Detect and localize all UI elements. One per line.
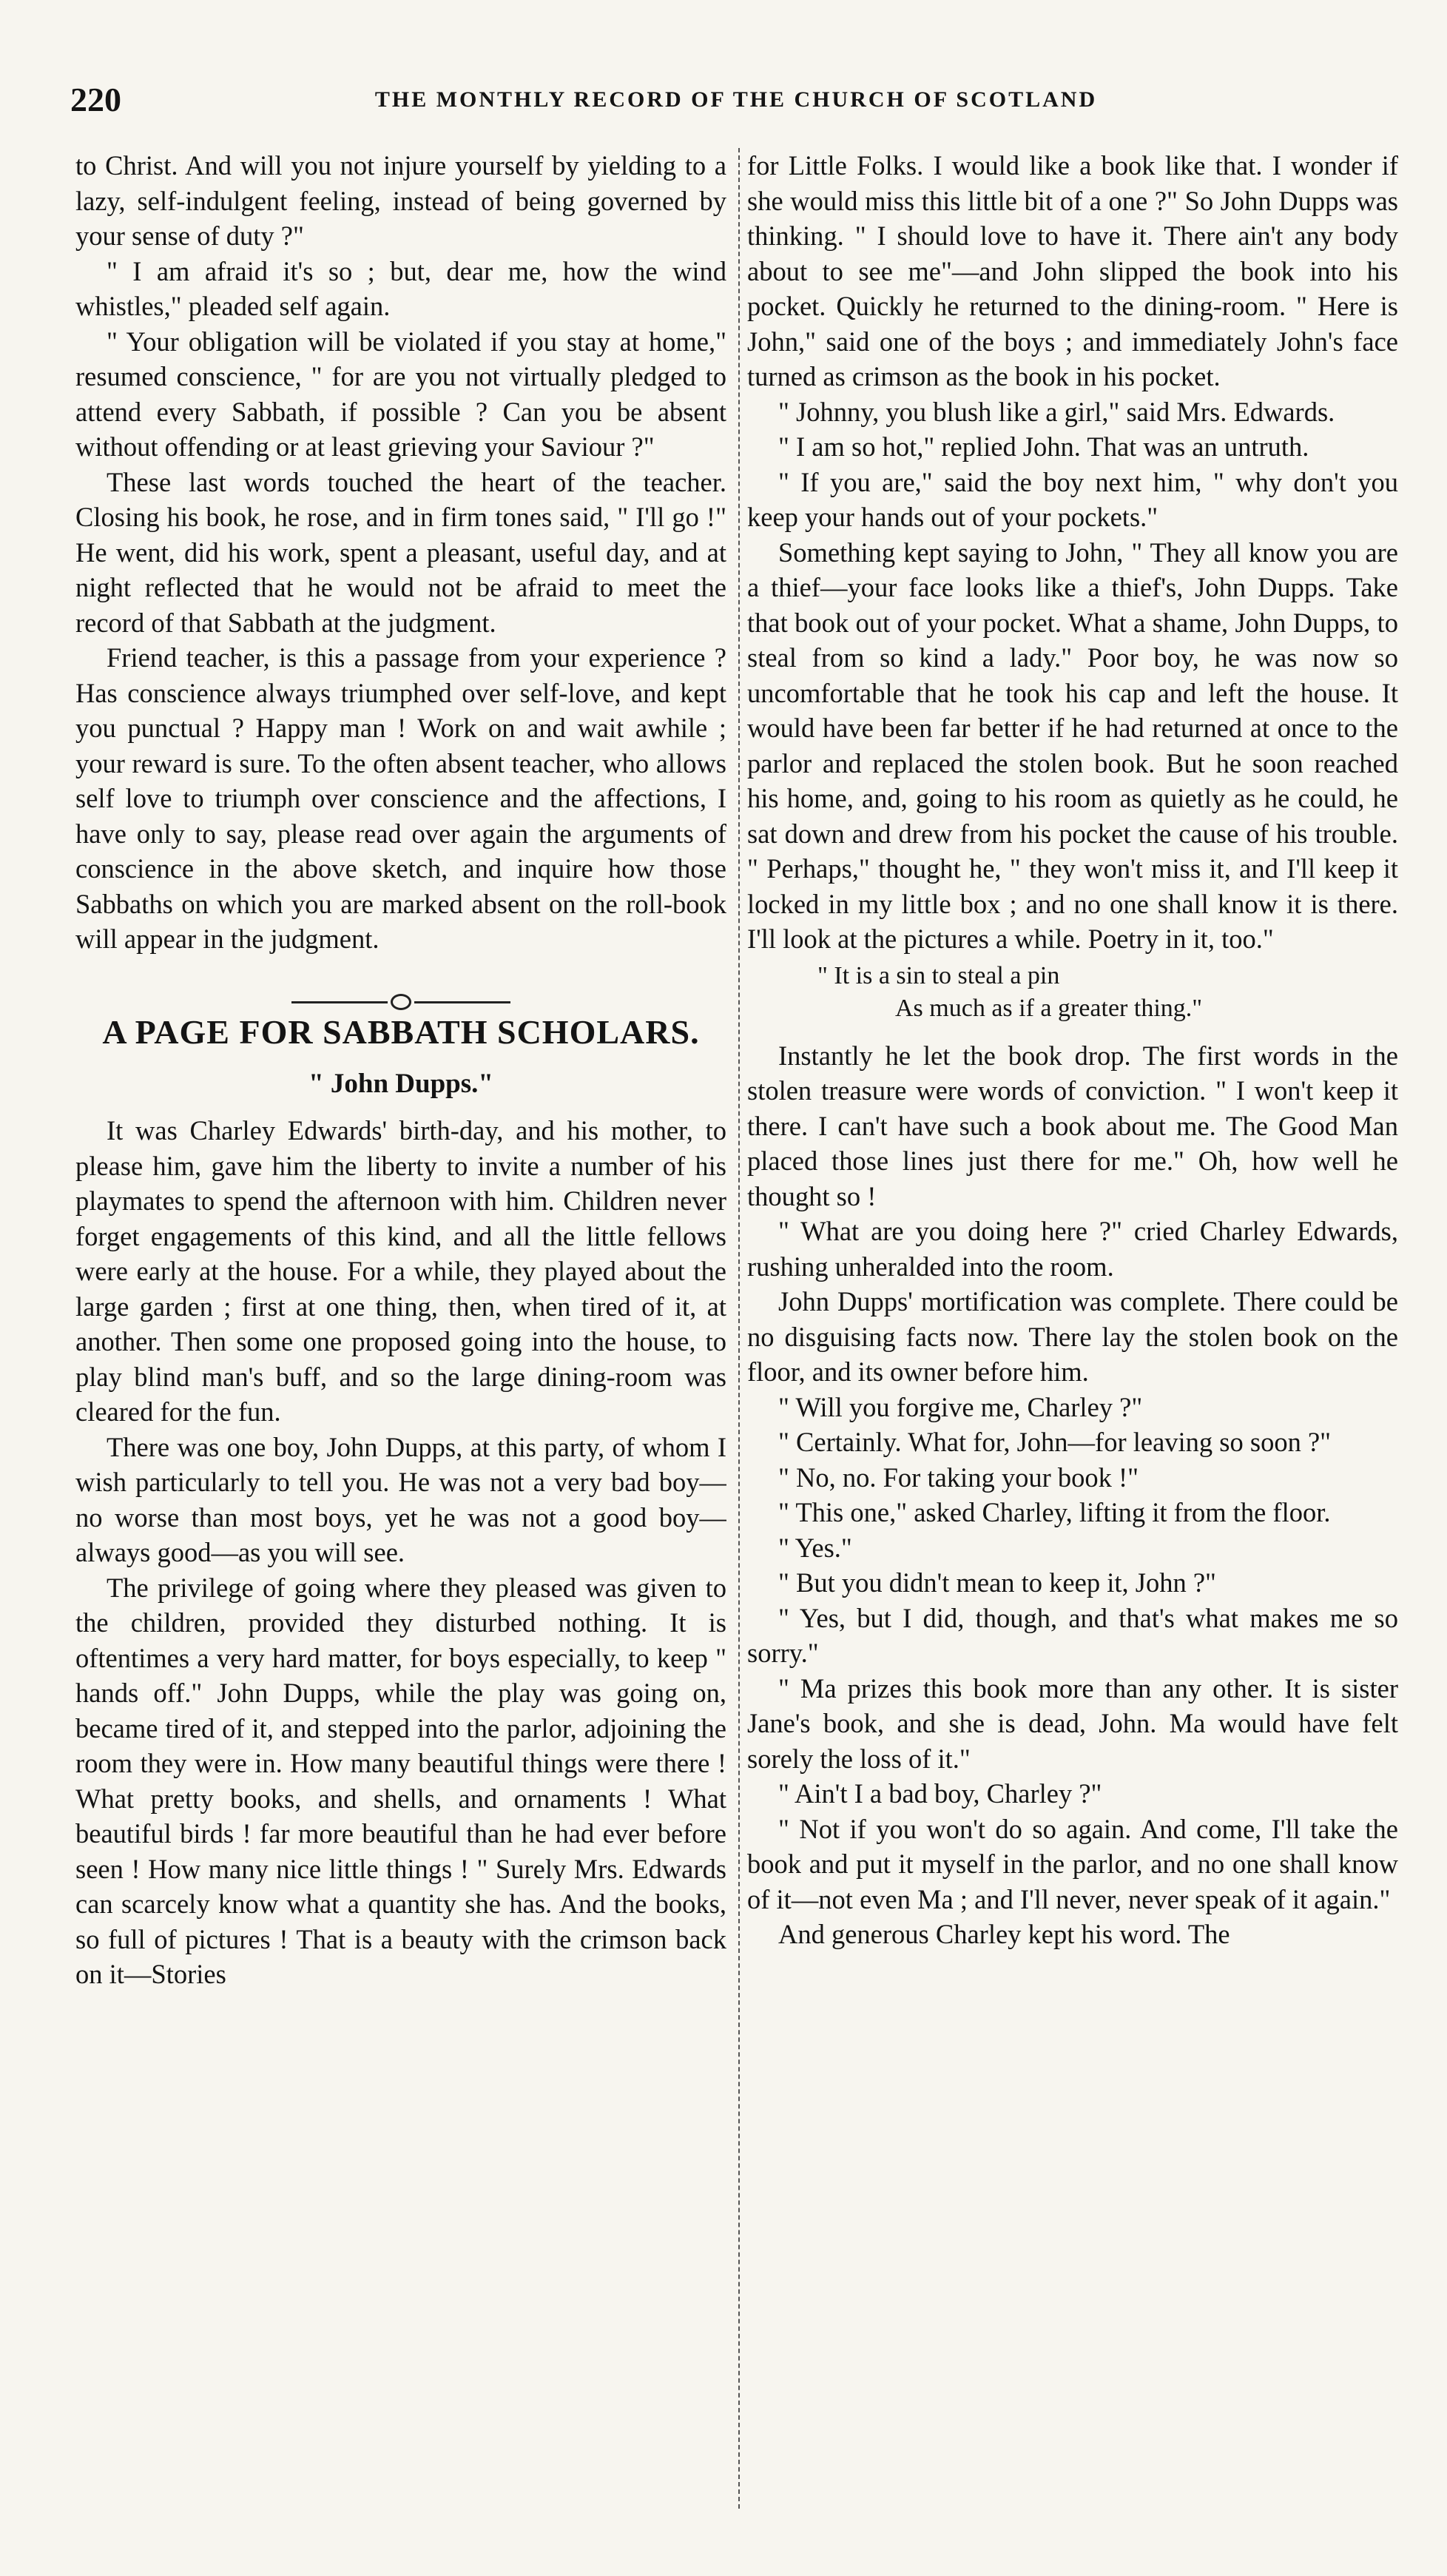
page-number: 220 <box>70 81 121 118</box>
poem-line: As much as if a greater thing." <box>895 994 1203 1022</box>
section-divider <box>75 982 726 997</box>
paragraph: It was Charley Edwards' birth-day, and his mother, to please him, gave him the liberty to invite a number of his playmates to spend the afternoon with him. Children never forget engagements of this kind, and all the little fellows were early at the house. For a while, they played about the large garden ; first at one thing, then, when tired of it, at another. Then some one proposed going into the house, to play blind man's buff, and so the large dining-room was cleared for the fun. <box>75 1115 726 1427</box>
paragraph: " Yes." <box>778 1532 852 1563</box>
poem-quote <box>747 960 1398 1025</box>
page-header <box>70 80 1402 124</box>
paragraph: for Little Folks. I would like a book like that. I wonder if she would miss this little bit of a one ?" So John Dupps was thinking. " I should love to have it. There ain't any body about to see me"—and John slipped the book into his pocket. Quickly he returned to the dining-room. " Here is John," said one of the boys ; and immediately John's face turned as crimson as the book in his pocket. <box>747 150 1398 391</box>
paragraph: " Yes, but I did, though, and that's what makes me so sorry." <box>747 1602 1398 1668</box>
paragraph: " But you didn't mean to keep it, John ?" <box>778 1567 1216 1598</box>
paragraph: Friend teacher, is this a passage from your experience ? Has conscience always triumphed over self-love, and kept you punctual ? Happy man ! Work on and wait awhile ; your reward is sure. To the often absent teacher, who allows self love to triumph over conscience and the affections, I have only to say, please read over again the arguments of conscience in the above sketch, and inquire how those Sabbaths on which you are marked absent on the roll-book will appear in the judgment. <box>75 642 726 954</box>
paragraph: " Ain't I a bad boy, Charley ?" <box>778 1778 1102 1809</box>
paragraph: " Johnny, you blush like a girl," said Mrs. Edwards. <box>778 396 1335 427</box>
paragraph: " I am afraid it's so ; but, dear me, how the wind whistles," pleaded self again. <box>75 255 726 321</box>
paragraph: These last words touched the heart of the teacher. Closing his book, he rose, and in firm tones said, " I'll go !" He went, did his work, spent a pleasant, useful day, and at night reflected that he would not be afraid to meet the record of that Sabbath at the judgment. <box>75 466 726 638</box>
paragraph: " No, no. For taking your book !" <box>778 1462 1139 1493</box>
left-column <box>75 148 726 2516</box>
paragraph: " This one," asked Charley, lifting it from the floor. <box>778 1497 1331 1527</box>
paragraph: " Not if you won't do so again. And come, I'll take the book and put it myself in the parlor, and no one shall know of it—not even Ma ; and I'll never, never speak of it again." <box>747 1813 1398 1914</box>
paragraph: " Your obligation will be violated if you stay at home," resumed conscience, " for are you not virtually pledged to attend every Sabbath, if possible ? Can you be absent without offending or at least grieving your Saviour ?" <box>75 326 726 462</box>
paragraph: " If you are," said the boy next him, " why don't you keep your hands out of your pockets." <box>747 466 1398 532</box>
story-title: " John Dupps." <box>308 1068 493 1099</box>
paragraph: There was one boy, John Dupps, at this party, of whom I wish particularly to tell you. He was not a very bad boy—no worse than most boys, yet he was not a good boy—always good—as you will see. <box>75 1431 726 1567</box>
paragraph: Instantly he let the book drop. The first words in the stolen treasure were words of conviction. " I won't keep it there. I can't have such a book about me. The Good Man placed those lines just there for me." Oh, how well he thought so ! <box>747 1040 1398 1211</box>
paragraph: to Christ. And will you not injure yourself by yielding to a lazy, self-indulgent feeling, instead of being governed by your sense of duty ?" <box>75 150 726 251</box>
paragraph: Something kept saying to John, " They all know you are a thief—your face looks like a thief's, John Dupps. Take that book out of your pocket. What a shame, John Dupps, to steal from so kind a lady." Poor boy, he was now so uncomfortable that he took his cap and left the house. It would have been far better if he had returned at once to the parlor and replaced the stolen book. But he soon reached his home, and, going to his room as quietly as he could, he sat down and drew from his pocket the cause of his trouble. " Perhaps," thought he, " they won't miss it, and I'll keep it locked in my little box ; and no one shall know it is there. I'll look at the pictures a while. Poetry in it, too." <box>747 537 1398 954</box>
section-title: A PAGE FOR SABBATH SCHOLARS. <box>102 1012 700 1051</box>
column-rule <box>738 148 740 2509</box>
paragraph: " Will you forgive me, Charley ?" <box>778 1391 1143 1422</box>
right-column <box>747 148 1398 2516</box>
paragraph: " Ma prizes this book more than any other. It is sister Jane's book, and she is dead, John. Ma would have felt sorely the loss of it." <box>747 1672 1398 1774</box>
paragraph: And generous Charley kept his word. The <box>778 1919 1230 1949</box>
paragraph: " Certainly. What for, John—for leaving so soon ?" <box>778 1427 1332 1457</box>
poem-line: " It is a sin to steal a pin <box>817 961 1060 989</box>
paragraph: John Dupps' mortification was complete. There could be no disguising facts now. There lay the stolen book on the floor, and its owner before him. <box>747 1286 1398 1387</box>
running-title: THE MONTHLY RECORD OF THE CHURCH OF SCOTLAND <box>374 87 1098 112</box>
paragraph: " What are you doing here ?" cried Charley Edwards, rushing unheralded into the room. <box>747 1216 1398 1282</box>
paragraph: " I am so hot," replied John. That was an untruth. <box>778 431 1309 462</box>
paragraph: The privilege of going where they pleased was given to the children, provided they disturbed nothing. It is oftentimes a very hard matter, for boys especially, to keep " hands off." John Dupps, while the play was going on, became tired of it, and stepped into the parlor, adjoining the room they were in. How many beautiful things were there ! What pretty books, and shells, and ornaments ! What beautiful birds ! far more beautiful than he had ever before seen ! How many nice little things ! " Surely Mrs. Edwards can scarcely know what a quantity she has. And the books, so full of pictures ! That is a beauty with the crimson back on it—Stories <box>75 1572 726 1989</box>
